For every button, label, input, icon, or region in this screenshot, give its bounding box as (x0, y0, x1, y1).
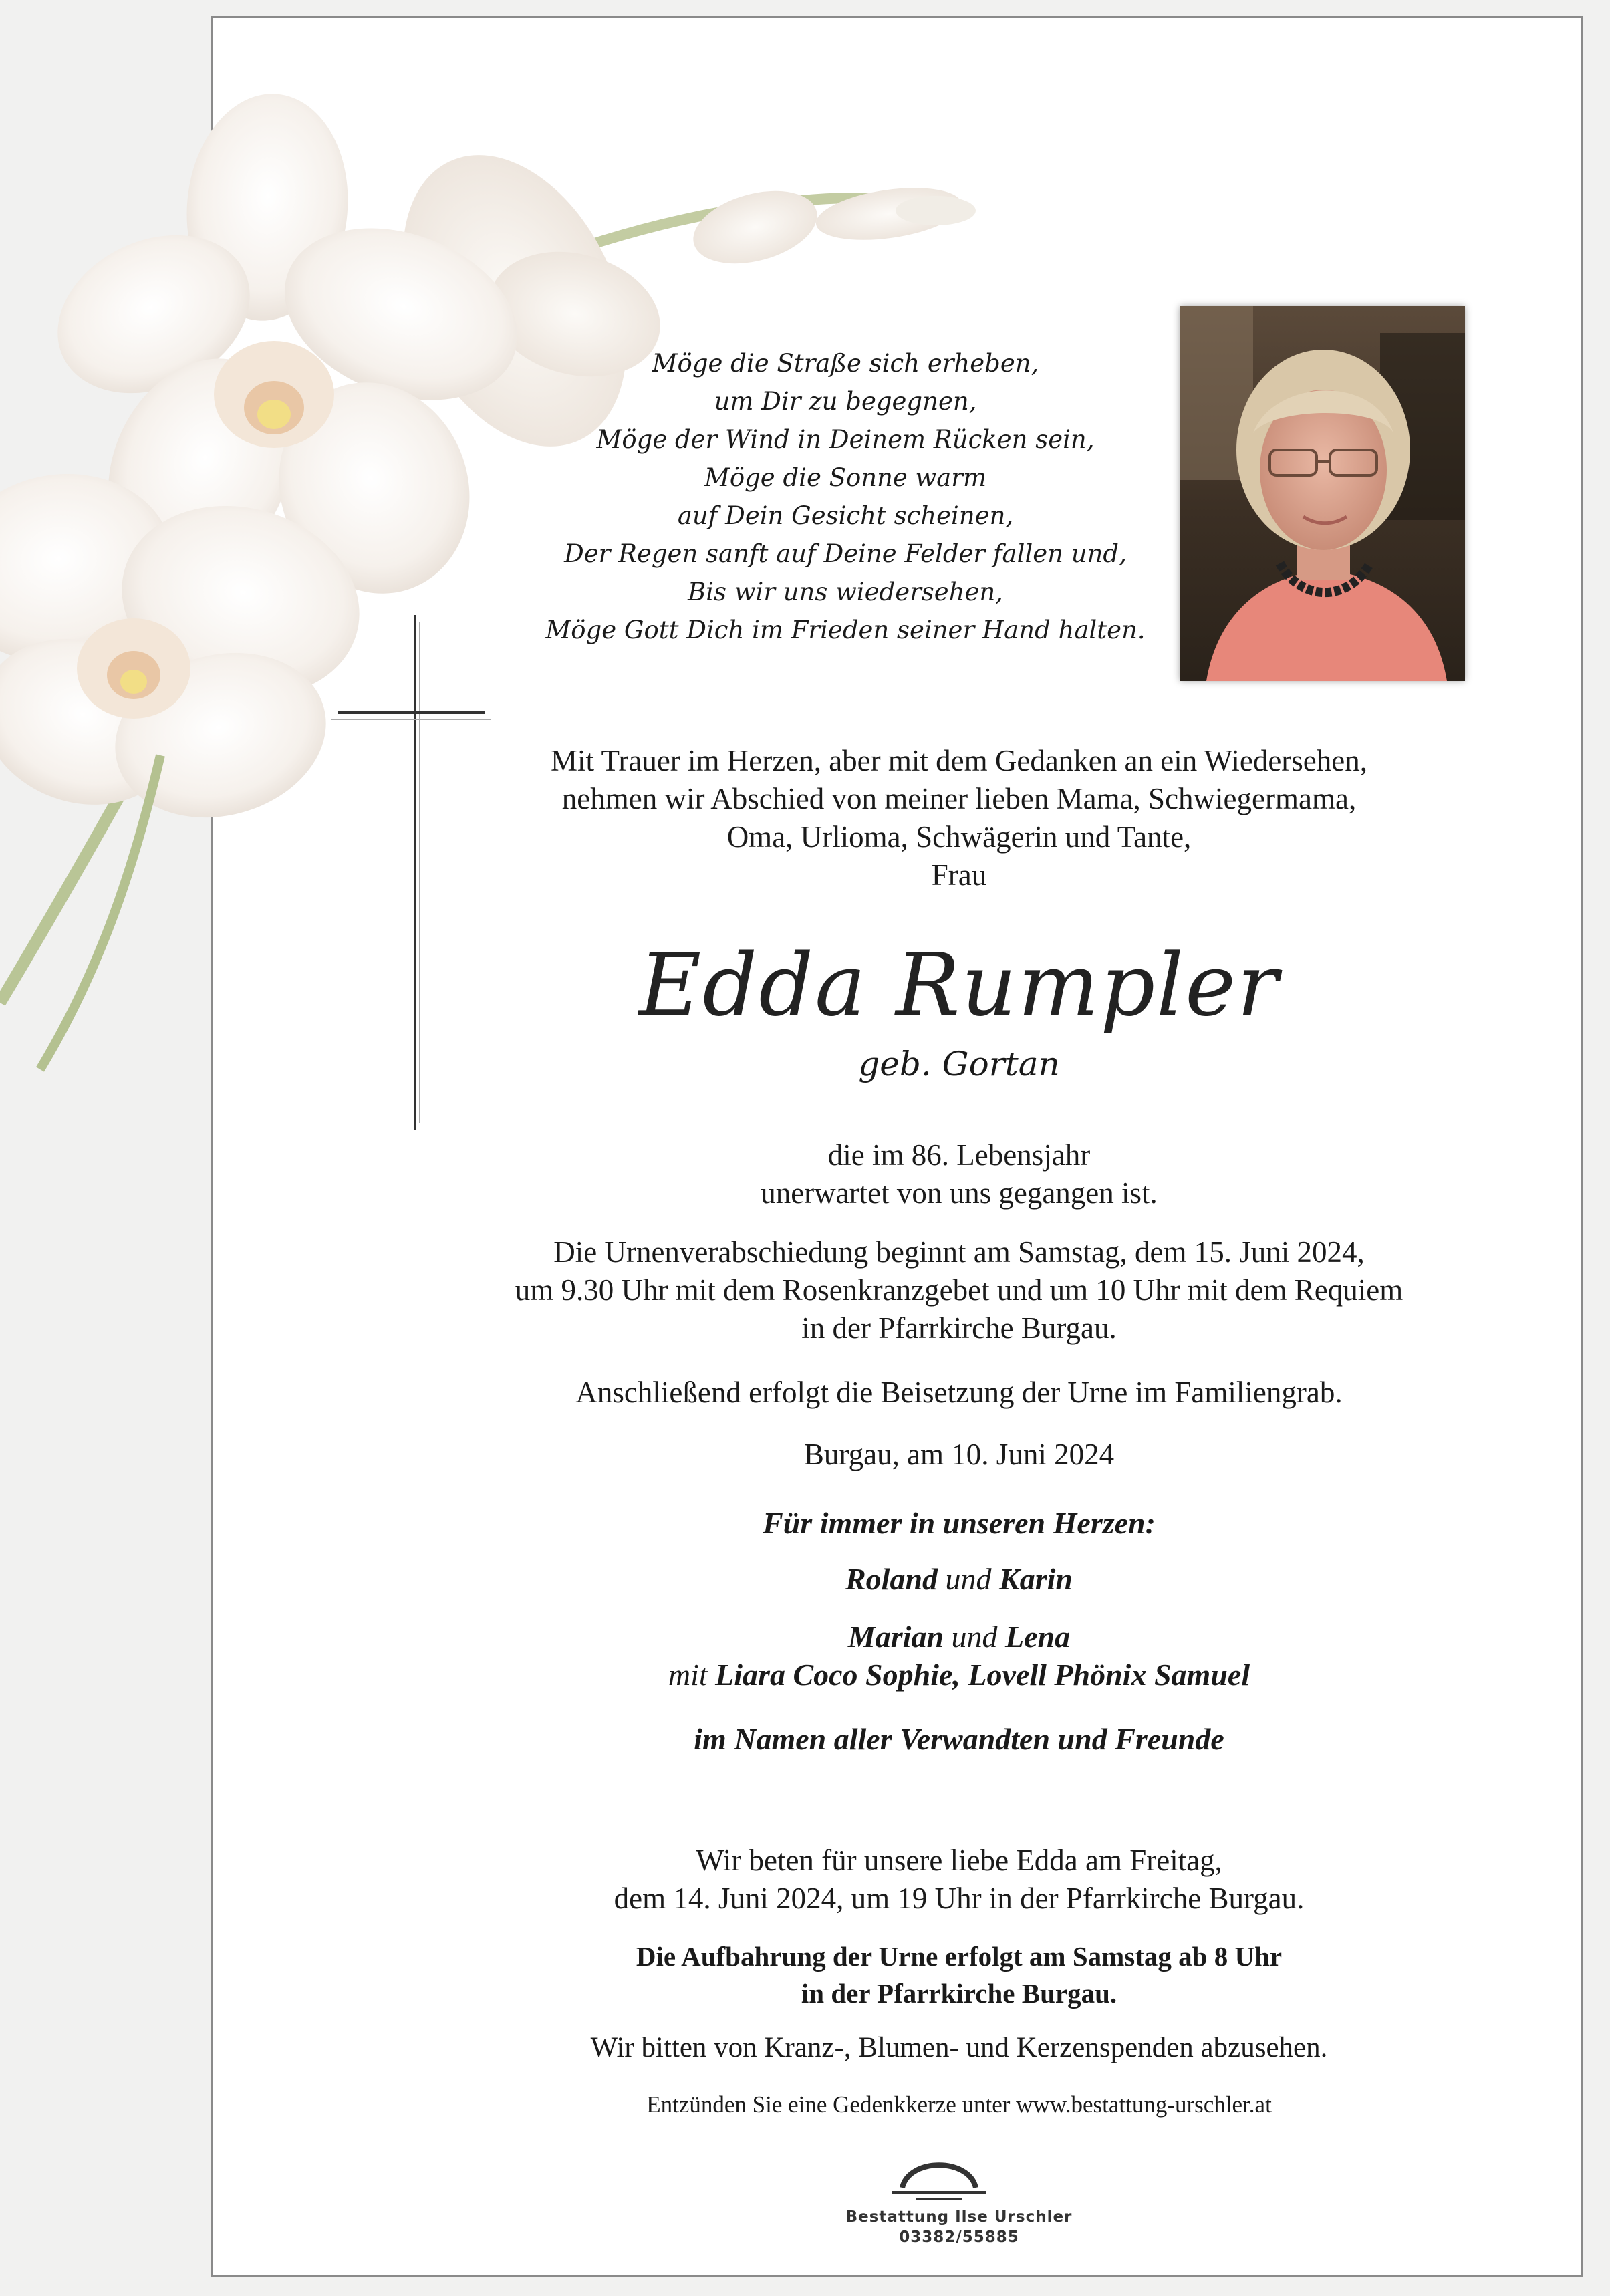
prayer-line: Wir beten für unsere liebe Edda am Freitag, (696, 1843, 1222, 1877)
poem-line: Der Regen sanft auf Deine Felder fallen und, (564, 539, 1127, 568)
family-couple-1 (374, 1560, 1544, 1598)
funeral-home (789, 2207, 1129, 2247)
family-conjunction: mit (668, 1658, 708, 1692)
poem-line: Möge Gott Dich im Frieden seiner Hand halten. (545, 616, 1146, 644)
poem-line: Möge der Wind in Deinem Rücken sein, (596, 425, 1095, 454)
memorial-candle-link[interactable]: Entzünden Sie eine Gedenkkerze unter www.bestattung-urschler.at (646, 2091, 1272, 2118)
service-line: Die Urnenverabschiedung beginnt am Samstag, dem 15. Juni 2024, (553, 1235, 1365, 1269)
age-line: die im 86. Lebensjahr (827, 1138, 1091, 1172)
service-line: in der Pfarrkirche Burgau. (801, 1311, 1117, 1345)
family-conjunction: und (945, 1562, 992, 1596)
age-text (374, 1136, 1544, 1213)
family-conjunction: und (951, 1620, 998, 1654)
urn-line: in der Pfarrkirche Burgau. (801, 1978, 1117, 2009)
funeral-home-logo-icon (889, 2151, 989, 2204)
maiden-name: geb. Gortan (858, 1045, 1060, 1083)
intro-line: Oma, Urlioma, Schwägerin und Tante, (726, 820, 1192, 854)
prayer-line: dem 14. Juni 2024, um 19 Uhr in der Pfarrkirche Burgau. (614, 1882, 1305, 1915)
prayer-info (374, 1841, 1544, 1918)
intro-text (374, 742, 1544, 894)
poem (495, 344, 1196, 649)
donations-note: Wir bitten von Kranz-, Blumen- und Kerzenspenden abzusehen. (590, 2032, 1328, 2063)
poem-line: Bis wir uns wiedersehen, (687, 578, 1003, 606)
funeral-home-phone: 03382/55885 (899, 2228, 1019, 2246)
urn-line: Die Aufbahrung der Urne erfolgt am Samstag ab 8 Uhr (636, 1941, 1283, 1972)
service-info (374, 1233, 1544, 1348)
family-member: Karin (999, 1562, 1073, 1596)
portrait-photo (1180, 306, 1465, 681)
family-heading: Für immer in unseren Herzen: (763, 1506, 1156, 1540)
poem-line: um Dir zu begegnen, (714, 387, 977, 416)
poem-line: Möge die Straße sich erheben, (652, 349, 1039, 378)
poem-line: auf Dein Gesicht scheinen, (677, 501, 1014, 530)
family-member: Lena (1005, 1620, 1071, 1654)
grandchildren-names: Liara Coco Sophie, Lovell Phönix Samuel (715, 1658, 1250, 1692)
service-line: um 9.30 Uhr mit dem Rosenkranzgebet und um 10 Uhr mit dem Requiem (515, 1273, 1403, 1307)
deceased-name: Edda Rumpler (638, 936, 1280, 1035)
place-date: Burgau, am 10. Juni 2024 (803, 1438, 1115, 1471)
family-closing: im Namen aller Verwandten und Freunde (694, 1722, 1224, 1756)
age-line: unerwartet von uns gegangen ist. (761, 1176, 1158, 1210)
burial-info: Anschließend erfolgt die Beisetzung der Urne im Familiengrab. (575, 1376, 1343, 1409)
poem-line: Möge die Sonne warm (704, 463, 987, 492)
funeral-home-name: Bestattung Ilse Urschler (845, 2208, 1073, 2226)
family-member: Roland (845, 1562, 938, 1596)
intro-line: Mit Trauer im Herzen, aber mit dem Gedanken an ein Wiedersehen, (551, 744, 1367, 777)
intro-line: Frau (931, 858, 987, 892)
family-member: Marian (847, 1620, 944, 1654)
family-couple-2 (374, 1618, 1544, 1694)
urn-viewing-info (374, 1938, 1544, 2012)
intro-line: nehmen wir Abschied von meiner lieben Mama, Schwiegermama, (561, 782, 1357, 815)
